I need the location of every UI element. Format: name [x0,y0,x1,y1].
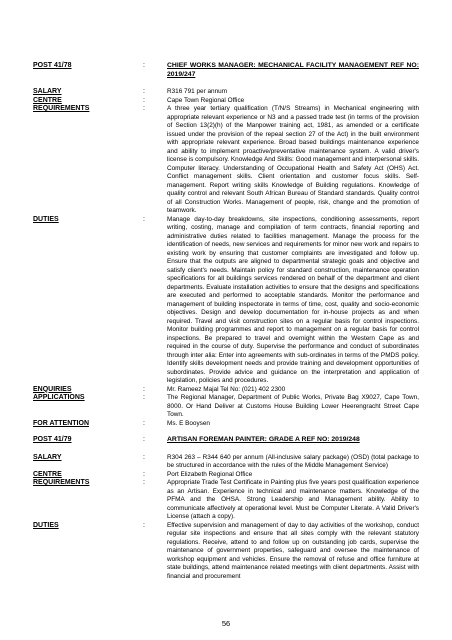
requirements-row: REQUIREMENTS : A three year tertiary qualification (T/N/S Streams) in Mechanical engineering with appropriate relevant experience or N3 and a passed trade test (in terms of the provision of Section 13(2)(h) of the Manpower training act, 1981, as amended or a certificate issued under the provision of the repeal section 27 of the Act) in the built environment with appropriate relevant experience. Broad based buildings maintenance experience and ability to implement proactive/preventative maintenance system. A valid driver's license is compulsory. Knowledge And Skills: Good management and interpersonal skills. Computer literacy. Understanding of Occupational Health and Safety Act (OHS) Act. Conflict management skills. Client orientation and customer focus skills. Self-management. Report writing skills Knowledge of Building regulations. Knowledge of quality control and relevant South African Bureau of Standard standards. Quality control of all Construction Works. Management of people, risk, change and the promotion of teamwork. [33,105,419,214]
post-header-row: POST 41/78 : CHIEF WORKS MANAGER: MECHANICAL FACILITY MANAGEMENT REF NO: 2019/247 [33,62,419,78]
attention-value: Ms. E Booysen [167,419,210,427]
duties-row: DUTIES : Effective supervision and management of day to day activities of the workshop, conduct regular site inspections and ensure that all sites comply with the relevant statutory regulations. Receive, attend to and follow up on outstanding job cards, supervise the maintenance of government properties, safeguard and oversee the maintenance of workshop equipment and vehicles. Ensure the removal of refuse and office furniture at state buildings, attend maintenance related meetings with client departments. Assist with financial and procurement [33,521,419,580]
requirements-label: REQUIREMENTS [33,479,90,486]
salary-row: SALARY : R316 791 per annum [33,88,419,97]
salary-value: R304 263 – R344 640 per annum (All-inclusive salary package) (OSD) (total package to be structured in accordance with the rules of the Middle Management Service) [167,453,419,469]
post-number: POST 41/78 [33,62,72,69]
centre-row: CENTRE : Port Elizabeth Regional Office [33,471,419,480]
post-title: CHIEF WORKS MANAGER: MECHANICAL FACILITY MANAGEMENT REF NO: 2019/247 [167,62,419,78]
requirements-row: REQUIREMENTS : Appropriate Trade Test Certificate in Painting plus five years post qualification experience as an Artisan. Experience in technical and maintenance matters. Knowledge of the PFMA and the OHSA. Strong Leadership and Management ability. Ability to communicate affectively at operational level. Must be Computer Literate. A Valid Driver's License (attach a copy). [33,479,419,520]
post-41-79 [33,436,419,581]
salary-label: SALARY [33,453,62,461]
enquiries-label: ENQUIRIES [33,385,72,393]
duties-row: DUTIES : Manage day-to-day breakdowns, site inspections, conditioning assessments, report writing, costing, manage and compilation of term contracts, financial reporting and administrative duties related to facilities management. Manage the process for the identification of needs, new services and requirements for minor new work and repairs to existing work by ensuring that customer complaints are investigated and follow up. Ensure that the outputs are aligned to departmental strategic goals and objective and satisfy client's needs. Maintain policy for standard construction, maintenance operation specifications for all buildings services rendered on behalf of the department and client departments. Evaluate installation activities to ensure that the designs and specifications are executed and performed to acceptable standards. Monitor the performance and management of building inspectorate in terms of time, cost, quality and socio-economic objectives. Design and develop documentation for in-house projects as and when required. Travel and visit construction sites on a regular basis for control inspections. Monitor building programmes and report to management on a regular basis for control inspections. Be prepared to travel and overnight within the Western Cape as and required in the course of duty. Supervise the performance and conduct of subordinates through inter alia: Enter into agreements with sub-ordinates in terms of the PMDS policy. Identify skills development needs and provide training and development opportunities of subordinates. Provide advice and guidance on the interpretation and application of legislation, policies and procedures. [33,215,419,384]
salary-row: SALARY : R304 263 – R344 640 per annum (All-inclusive salary package) (OSD) (total package to be structured in accordance with the rules of the Middle Management Service) [33,453,419,469]
centre-label: CENTRE [33,470,62,478]
post-header-row: POST 41/79 : ARTISAN FOREMAN PAINTER: GRADE A REF NO: 2019/248 [33,436,419,445]
centre-label: CENTRE [33,96,62,104]
applications-row: APPLICATIONS : The Regional Manager, Department of Public Works, Private Bag X9027, Cape Town, 8000. Or Hand Deliver at Customs House Building Lower Heerengracht Street Cape Town. [33,394,419,418]
salary-label: SALARY [33,88,62,95]
duties-value: Effective supervision and management of day to day activities of the workshop, conduct regular site inspections and ensure that all sites comply with the relevant statutory regulations. Receive, attend to and follow up on outstanding job cards, supervise the maintenance of government properties, safeguard and oversee the maintenance of workshop equipment and vehicles. Ensure the removal of refuse and office furniture at state buildings, attend maintenance related meetings with client departments. Assist with financial and procurement [167,521,419,580]
duties-value: Manage day-to-day breakdowns, site inspections, conditioning assessments, report writing, costing, manage and compilation of term contracts, financial reporting and administrative duties related to facilities management. Manage the process for the identification of needs, new services and requirements for minor new work and repairs to existing work by ensuring that customer complaints are investigated and follow up. Ensure that the outputs are aligned to departmental strategic goals and objective and satisfy client's needs. Maintain policy for standard construction, maintenance operation specifications for all buildings services rendered on behalf of the department and client departments. Evaluate installation activities to ensure that the designs and specifications are executed and performed to acceptable standards. Monitor the performance and management of building inspectorate in terms of time, cost, quality and socio-economic objectives. Design and develop documentation for in-house projects as and when required. Travel and visit construction sites on a regular basis for control inspections. Monitor building programmes and report to management on a regular basis for control inspections. Be prepared to travel and overnight within the Western Cape as and required in the course of duty. Supervise the performance and conduct of subordinates through inter alia: Enter into agreements with sub-ordinates in terms of the PMDS policy. Identify skills development needs and provide training and development opportunities of subordinates. Provide advice and guidance on the interpretation and application of legislation, policies and procedures. [167,215,419,384]
duties-label: DUTIES [33,521,59,529]
post-41-78 [33,62,419,428]
salary-value: R316 791 per annum [167,88,228,95]
centre-row: CENTRE : Cape Town Regional Office [33,97,419,106]
attention-row: FOR ATTENTION : Ms. E Booysen [33,420,419,429]
centre-value: Cape Town Regional Office [167,96,245,104]
enquiries-value: Mr. Rameez Majal Tel No: (021) 402 2300 [167,385,286,393]
page-number: 56 [221,619,231,628]
post-title: ARTISAN FOREMAN PAINTER: GRADE A REF NO: 2019/248 [167,436,360,443]
attention-label: FOR ATTENTION [33,419,89,427]
applications-value: The Regional Manager, Department of Public Works, Private Bag X9027, Cape Town, 8000. Or Hand Deliver at Customs House Building Lower Heerengracht Street Cape Town. [167,394,419,418]
post-number: POST 41/79 [33,436,72,443]
enquiries-row: ENQUIRIES : Mr. Rameez Majal Tel No: (021) 402 2300 [33,386,419,395]
requirements-value: Appropriate Trade Test Certificate in Painting plus five years post qualification experience as an Artisan. Experience in technical and maintenance matters. Knowledge of the PFMA and the OHSA. Strong Leadership and Management ability. Ability to communicate affectively at operational level. Must be Computer Literate. A Valid Driver's License (attach a copy). [167,479,419,520]
requirements-value: A three year tertiary qualification (T/N/S Streams) in Mechanical engineering with appropriate relevant experience or N3 and a passed trade test (in terms of the provision of Section 13(2)(h) of the Manpower training act, 1981, as amended or a certificate issued under the provision of the repeal section 27 of the Act) in the built environment with appropriate relevant experience. Broad based buildings maintenance experience and ability to implement proactive/preventative maintenance system. A valid driver's license is compulsory. Knowledge And Skills: Good management and interpersonal skills. Computer literacy. Understanding of Occupational Health and Safety Act (OHS) Act. Conflict management skills. Client orientation and customer focus skills. Self-management. Report writing skills Knowledge of Building regulations. Knowledge of quality control and relevant South African Bureau of Standard standards. Quality control of all Construction Works. Management of people, risk, change and the promotion of teamwork. [167,105,419,214]
centre-value: Port Elizabeth Regional Office [167,470,253,478]
requirements-label: REQUIREMENTS [33,105,90,112]
duties-label: DUTIES [33,215,59,223]
applications-label: APPLICATIONS [33,394,85,401]
